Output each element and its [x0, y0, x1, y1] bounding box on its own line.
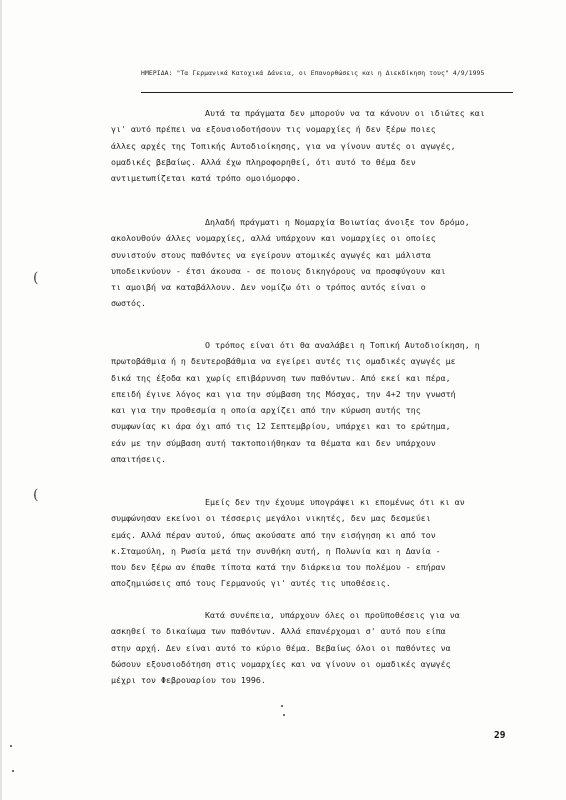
text-line: ασκηθεί το δικαίωμα των παθόντων. Αλλά επανέρχομαι σ' αυτό που είπα	[111, 626, 446, 637]
text-line: γι' αυτό πρέπει να εξουσιοδοτήσουν τις νομαρχίες ή δεν ξέρω ποιες	[111, 124, 436, 135]
text-line: Ο τρόπος είναι ότι θα αναλάβει η Τοπική Αυτοδιοίκηση, η	[205, 340, 480, 350]
text-line: αποζημιώσεις από τους Γερμανούς γι' αυτές τις υποθέσεις.	[111, 578, 391, 589]
scan-speck	[283, 714, 285, 716]
text-line: και για την προθεσμία η οποία αρχίζει από την κύρωση αυτής της	[111, 405, 421, 416]
scan-speck	[12, 770, 14, 772]
text-line: επειδή έγινε λόγος και για την σύμβαση της Μόσχας, την 4+2 την γνωστή	[111, 388, 456, 399]
scan-speck	[281, 705, 283, 707]
text-line: απαιτήσεις.	[111, 454, 166, 465]
text-line: συμφώνησαν εκείνοι οι τέσσερις μεγάλοι νικητές, δεν μας δεσμεύει	[111, 513, 431, 524]
text-line: Αυτά τα πράγματα δεν μπορούν να τα κάνουν οι ιδιώτες και	[205, 108, 485, 118]
text-line: δώσουν εξουσιοδότηση στις νομαρχίες και να γίνουν οι ομαδικές αγωγές	[111, 658, 451, 669]
binder-hole-mark-upper: (	[33, 270, 39, 286]
text-line: άλλες αρχές της Τοπικής Αυτοδιοίκησης, για να γίνουν αυτές οι αγωγές,	[111, 140, 456, 151]
paragraph-3	[111, 337, 513, 467]
text-line: ακολουθούν άλλες νομαρχίες, αλλά υπάρχουν και νομαρχίες οι οποίες	[111, 233, 436, 244]
text-line: Κατά συνέπεια, υπάρχουν όλες οι προϋποθέσεις για να	[205, 610, 460, 620]
text-line: συνιστούν στους παθόντες να εγείρουν ατομικές αγωγές και μάλιστα	[111, 249, 431, 260]
text-line: ομαδικές βεβαίως. Αλλά έχω πληροφορηθεί, ότι αυτό το θέμα δεν	[111, 156, 416, 167]
text-line: στην αρχή. Δεν είναι αυτό το κύριο θέμα. Βεβαίως όλοι οι παθόντες να	[111, 642, 451, 653]
text-line: τι αμοιβή να καταβάλλουν. Δεν νομίζω ότι ο τρόπος αυτός είναι ο	[111, 282, 426, 293]
text-line: συμφωνίας κι άρα όχι από τις 12 Σεπτεμβρίου, υπάρχει και το ερώτημα,	[111, 421, 451, 432]
text-line: Εμείς δεν την έχουμε υπογράψει κι επομένως ότι κι αν	[205, 497, 465, 507]
header-rule	[141, 92, 513, 93]
text-line: πρωτοβάθμια ή η δευτεροβάθμια να εγείρει αυτές τις ομαδικές αγωγές με	[111, 356, 456, 367]
text-line: δικά της έξοδα και χωρίς επιβάρυνση των παθόντων. Από εκεί και πέρα,	[111, 372, 451, 383]
text-line: κ.Σταμούλη, η Ρωσία μετά την συνθήκη αυτή, η Πολωνία και η Δανία -	[111, 545, 441, 556]
text-line: μέχρι τον Φεβρουαρίου του 1996.	[111, 675, 266, 686]
page-header: ΗΜΕΡΙΔΑ: "Τα Γερμανικά Κατοχικά Δάνεια, οι Επανορθώσεις και η Διεκδίκηση τους" 4/9/1995	[141, 69, 485, 77]
paragraph-5	[111, 607, 513, 688]
text-line: εμάς. Αλλά πέραν αυτού, όπως ακούσατε από την εισήγηση κι από τον	[111, 529, 436, 540]
binder-hole-mark-lower: (	[33, 487, 39, 503]
text-line: Δηλαδή πράγματι η Νομαρχία Βοιωτίας άνοιξε τον δρόμο,	[205, 217, 470, 227]
text-line: αντιμετωπίζεται κατά τρόπο ομοιόμορφο.	[111, 173, 301, 184]
text-line: που δεν ξέρω αν έπαθε τίποτα κατά την διάρκεια του πολέμου - επήραν	[111, 562, 446, 573]
page-number: 29	[494, 730, 506, 741]
text-line: εάν με την σύμβαση αυτή τακτοποιήθηκαν τα θέματα και δεν υπάρχουν	[111, 437, 436, 448]
paragraph-4	[111, 494, 513, 592]
paragraph-1	[111, 105, 513, 186]
text-line: σωστός.	[111, 298, 146, 309]
scan-speck	[10, 745, 12, 747]
scan-edge	[0, 0, 2, 800]
text-line: υποδεικνύουν - έτσι άκουσα - σε ποιους δικηγόρους να προσφύγουν και	[111, 265, 446, 276]
paragraph-2	[111, 214, 513, 312]
